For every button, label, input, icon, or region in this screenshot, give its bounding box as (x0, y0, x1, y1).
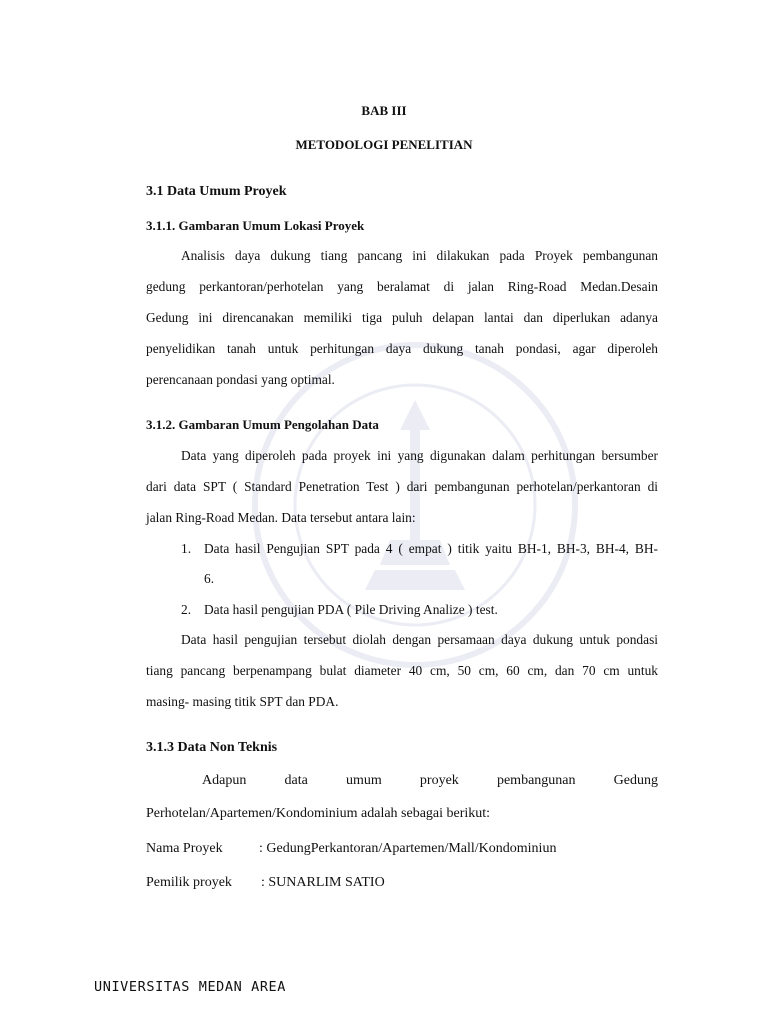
footer-university-name: UNIVERSITAS MEDAN AREA (94, 979, 287, 995)
paragraph-line: Adapun data umum proyek pembangunan Gedung (202, 773, 658, 788)
paragraph-line: jalan Ring-Road Medan. Data tersebut antara lain: (146, 510, 416, 525)
field-label-nama-proyek: Nama Proyek (146, 841, 223, 856)
paragraph-line: penyelidikan tanah untuk perhitungan daya dukung tanah pondasi, agar diperoleh (146, 341, 658, 356)
paragraph-line: masing- masing titik SPT dan PDA. (146, 694, 339, 709)
section-heading-3-1-1: 3.1.1. Gambaran Umum Lokasi Proyek (146, 218, 365, 233)
paragraph-line: gedung perkantoran/perhotelan yang beralamat di jalan Ring-Road Medan.Desain (146, 279, 658, 294)
paragraph-line: perencanaan pondasi yang optimal. (146, 372, 335, 387)
paragraph-line: Perhotelan/Apartemen/Kondominium adalah sebagai berikut: (146, 806, 491, 821)
list-item-continuation: 6. (204, 571, 215, 586)
paragraph-line: tiang pancang berpenampang bulat diameter 40 cm, 50 cm, 60 cm, dan 70 cm untuk (146, 663, 658, 678)
chapter-title: METODOLOGI PENELITIAN (295, 137, 473, 152)
section-heading-3-1: 3.1 Data Umum Proyek (146, 184, 287, 199)
chapter-label: BAB III (361, 103, 407, 118)
section-heading-3-1-2: 3.1.2. Gambaran Umum Pengolahan Data (146, 417, 379, 432)
field-value-pemilik-proyek: : SUNARLIM SATIO (261, 875, 385, 890)
paragraph-line: Analisis daya dukung tiang pancang ini dilakukan pada Proyek pembangunan (181, 248, 658, 263)
field-value-nama-proyek: : GedungPerkantoran/Apartemen/Mall/Kondominiun (259, 841, 557, 856)
paragraph-line: Data hasil pengujian tersebut diolah dengan persamaan daya dukung untuk pondasi (181, 632, 658, 647)
list-number: 2. (181, 602, 192, 617)
list-number: 1. (181, 541, 192, 556)
list-item: Data hasil pengujian PDA ( Pile Driving Analize ) test. (204, 602, 498, 617)
field-label-pemilik-proyek: Pemilik proyek (146, 875, 232, 890)
section-heading-3-1-3: 3.1.3 Data Non Teknis (146, 740, 278, 755)
paragraph-line: Data yang diperoleh pada proyek ini yang digunakan dalam perhitungan bersumber (181, 448, 658, 463)
paragraph-line: dari data SPT ( Standard Penetration Test ) dari pembangunan perhotelan/perkantoran di (146, 479, 658, 494)
paragraph-line: Gedung ini direncanakan memiliki tiga puluh delapan lantai dan diperlukan adanya (146, 310, 658, 325)
list-item: Data hasil Pengujian SPT pada 4 ( empat ) titik yaitu BH-1, BH-3, BH-4, BH- (204, 541, 658, 556)
